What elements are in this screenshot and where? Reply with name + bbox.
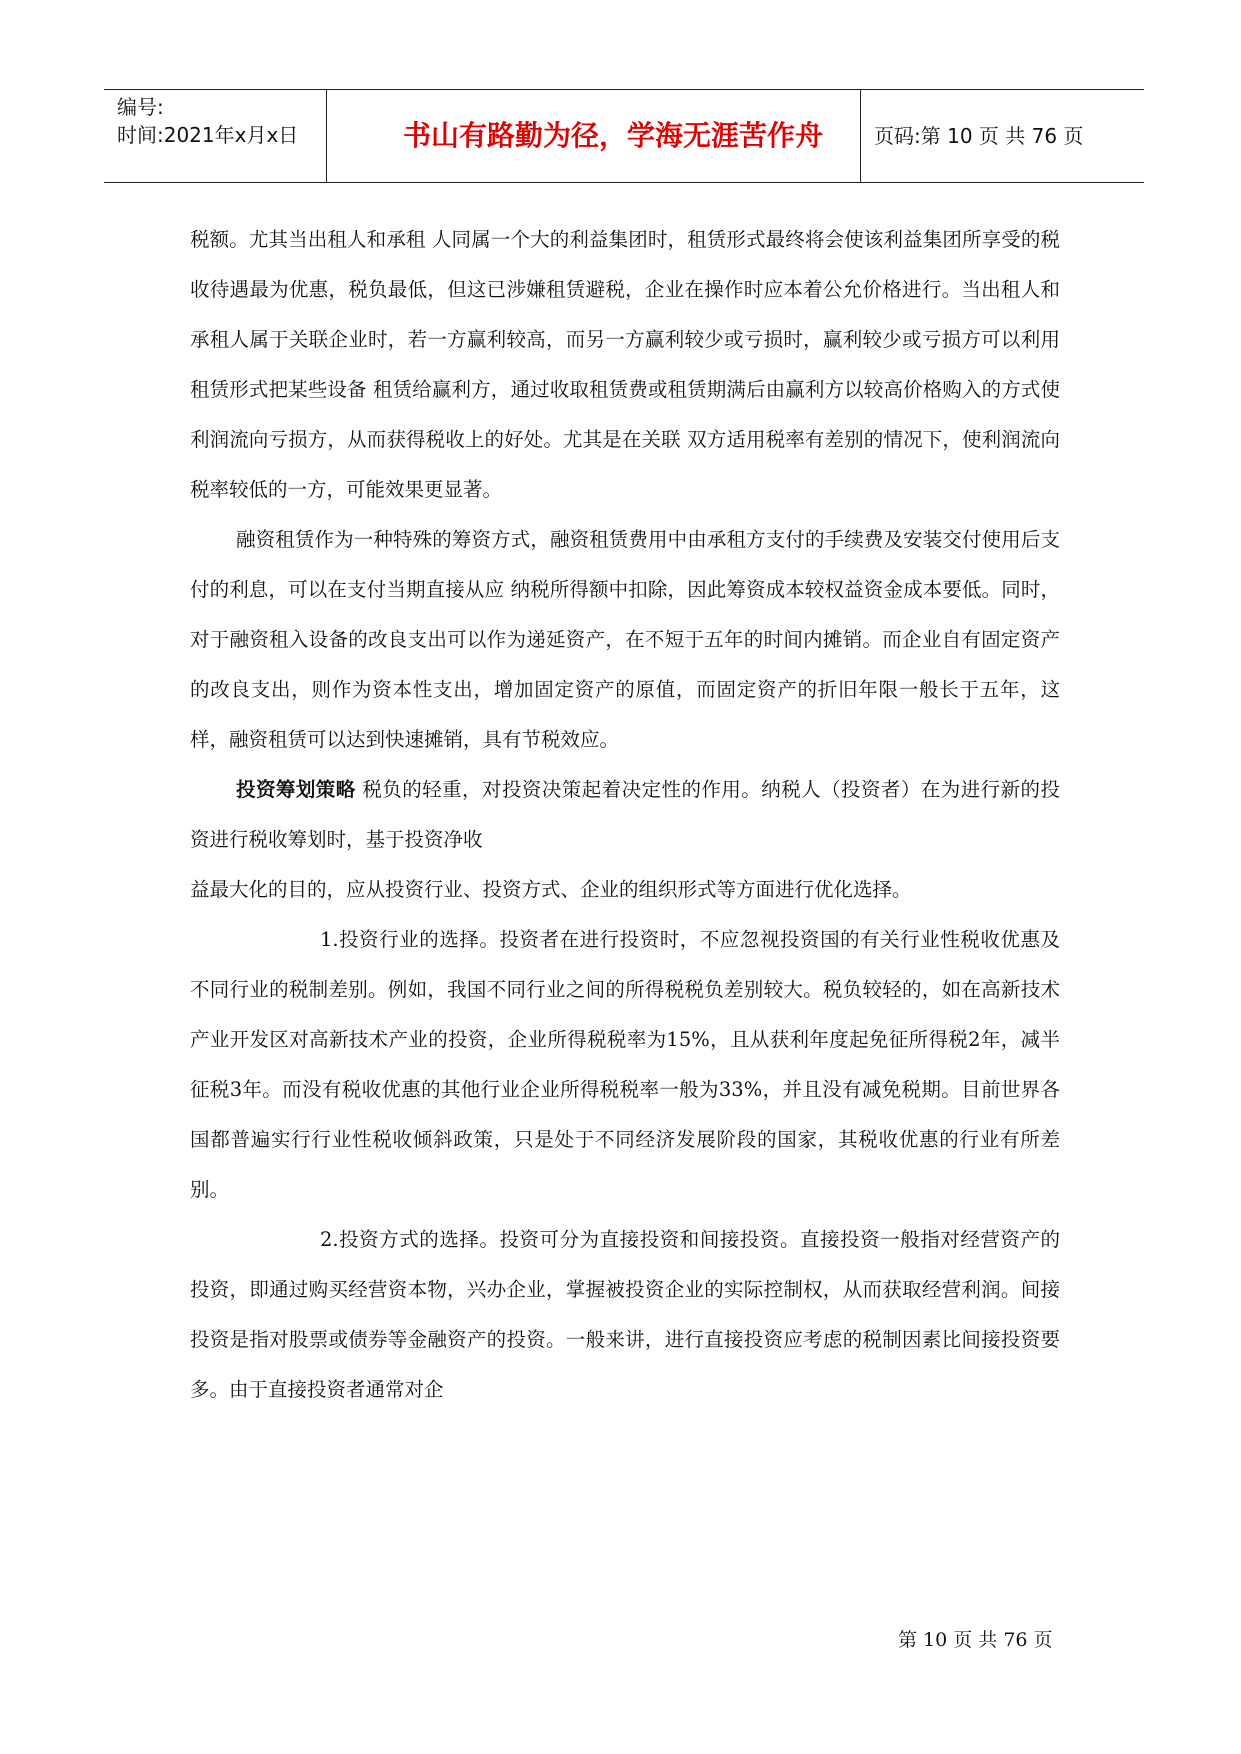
investment-strategy-text: 税负的轻重，对投资决策起着决定性的作用。纳税人（投资者）在为进行新的投资进行税收筹划时，基于投资净收	[190, 778, 1060, 851]
paragraph-investment-strategy-cont: 益最大化的目的，应从投资行业、投资方式、企业的组织形式等方面进行优化选择。	[190, 878, 912, 901]
page-footer: 第 10 页 共 76 页	[898, 1629, 1053, 1651]
header-page-number: 页码:第 10 页 共 76 页	[874, 124, 1084, 148]
paragraph-investment-method: 2.投资方式的选择。投资可分为直接投资和间接投资。直接投资一般指对经营资产的投资，即通过购买经营资本物，兴办企业，掌握被投资企业的实际控制权，从而获取经营利润。间接投资是指对股票或债券等金融资产的投资。一般来讲，进行直接投资应考虑的税制因素比间接投资要多。由于直接投资者通常对企	[190, 1228, 1060, 1401]
document-number-label: 编号:	[117, 95, 164, 119]
paragraph-investment-strategy	[190, 765, 1060, 865]
header-meta	[117, 93, 298, 149]
document-time-label: 时间:2021年x月x日	[117, 123, 299, 147]
page-header	[104, 89, 1144, 183]
paragraph-leasing-tax: 税额。尤其当出租人和承租 人同属一个大的利益集团时，租赁形式最终将会使该利益集团所享受的税收待遇最为优惠，税负最低，但这已涉嫌租赁避税，企业在操作时应本着公允价格进行。当出租人和承租人属于关联企业时，若一方赢利较高，而另一方赢利较少或亏损时，赢利较少或亏损方可以利用租赁形式把某些设备 租赁给赢利方，通过收取租赁费或租赁期满后由赢利方以较高价格购入的方式使利润流向亏损方，从而获得税收上的好处。尤其是在关联 双方适用税率有差别的情况下，使利润流向税率较低的一方，可能效果更显著。	[190, 228, 1060, 501]
investment-strategy-heading: 投资筹划策略	[236, 778, 356, 801]
document-body	[190, 215, 1060, 1415]
header-divider-left	[326, 90, 327, 182]
paragraph-industry-choice: 1.投资行业的选择。投资者在进行投资时，不应忽视投资国的有关行业性税收优惠及不同行业的税制差别。例如，我国不同行业之间的所得税税负差别较大。税负较轻的，如在高新技术产业开发区对高新技术产业的投资，企业所得税税率为15%，且从获利年度起免征所得税2年，减半征税3年。而没有税收优惠的其他行业企业所得税税率一般为33%，并且没有减免税期。目前世界各国都普遍实行行业性税收倾斜政策，只是处于不同经济发展阶段的国家，其税收优惠的行业有所差别。	[190, 928, 1060, 1201]
header-divider-right	[860, 90, 861, 182]
paragraph-finance-lease: 融资租赁作为一种特殊的筹资方式，融资租赁费用中由承租方支付的手续费及安装交付使用后支付的利息，可以在支付当期直接从应 纳税所得额中扣除，因此筹资成本较权益资金成本要低。同时，对于融资租入设备的改良支出可以作为递延资产，在不短于五年的时间内摊销。而企业自有固定资产的改良支出，则作为资本性支出，增加固定资产的原值，而固定资产的折旧年限一般长于五年，这样，融资租赁可以达到快速摊销，具有节税效应。	[190, 528, 1060, 751]
header-motto: 书山有路勤为径，学海无涯苦作舟	[402, 119, 823, 152]
